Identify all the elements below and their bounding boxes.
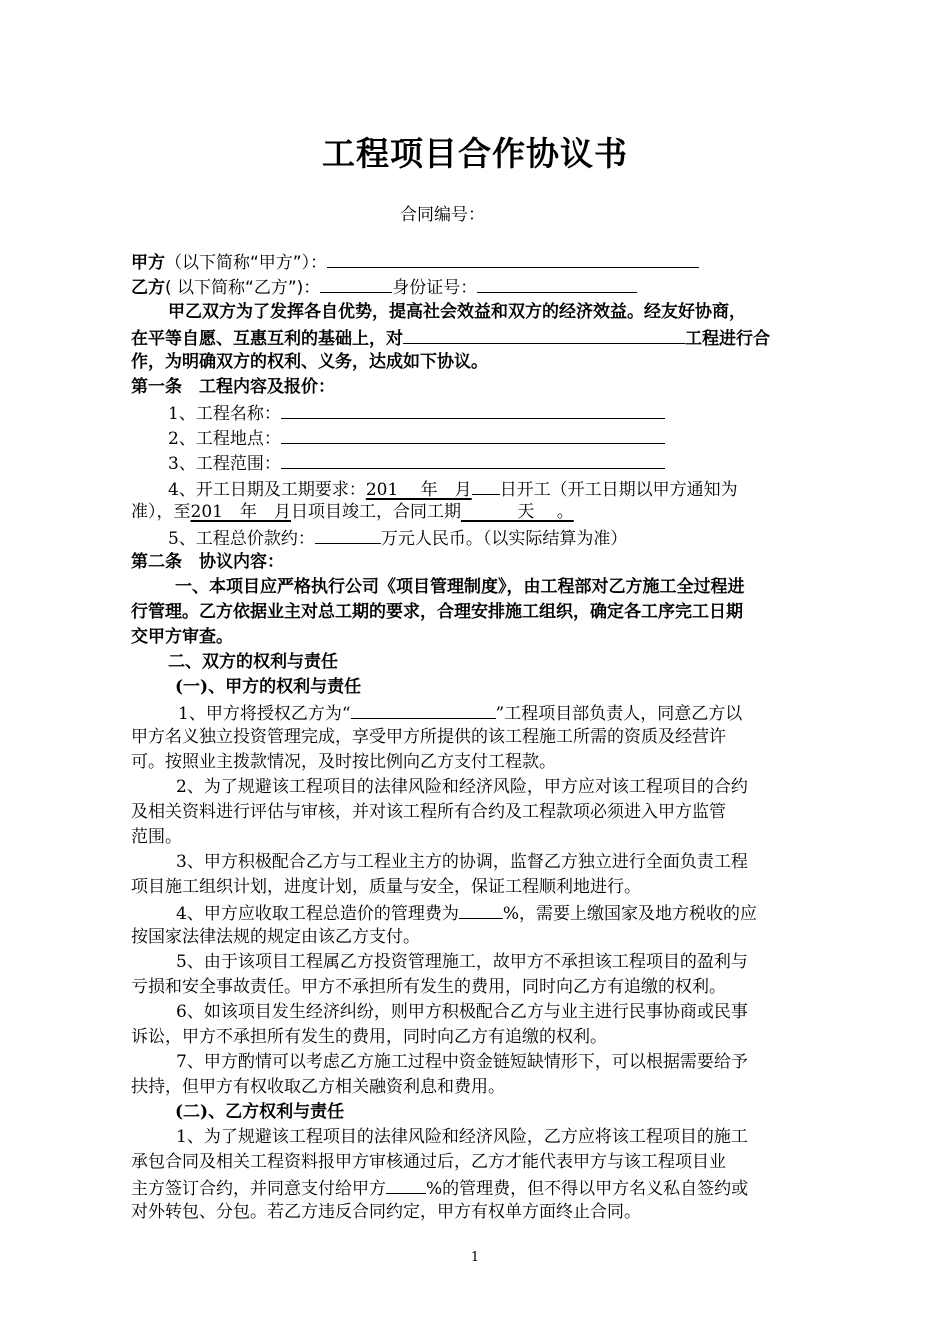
contract-number-label: 合同编号： bbox=[400, 205, 485, 225]
party-b-id-label: 身份证号： bbox=[392, 278, 478, 298]
a6-line-1: 6、如该项目发生经济纠纷，则甲方积极配合乙方与业主进行民事协商或民事 bbox=[176, 1002, 748, 1022]
party-a-blank bbox=[327, 249, 699, 268]
page-number: 1 bbox=[470, 1250, 480, 1265]
document-title: 工程项目合作协议书 bbox=[322, 134, 628, 173]
clause-1-line-3: 交甲方审查。 bbox=[131, 627, 233, 647]
start-date-blank: 201 年 月 bbox=[365, 480, 472, 500]
project-name-blank bbox=[403, 325, 685, 344]
party-b-name-blank bbox=[320, 274, 392, 293]
item-4-text: 日开工（开工日期以甲方通知为 bbox=[499, 480, 738, 500]
a4-text-1: 4、甲方应收取工程总造价的管理费为 bbox=[176, 904, 459, 924]
item-2-label: 2、工程地点： bbox=[168, 429, 281, 449]
item-2-blank bbox=[281, 425, 665, 444]
a2-line-3: 范围。 bbox=[131, 827, 182, 847]
a3-line-2: 项目施工组织计划，进度计划，质量与安全，保证工程顺利地进行。 bbox=[131, 877, 641, 897]
management-fee-blank bbox=[459, 900, 503, 919]
item-5-label: 5、工程总价款约： bbox=[168, 529, 315, 549]
article-1-item-4-cont bbox=[131, 500, 811, 524]
end-date-blank: 201 年 月 bbox=[190, 502, 291, 522]
article-1-heading: 第一条 工程内容及报价： bbox=[131, 377, 335, 397]
clause-1-line-2: 行管理。乙方依据业主对总工期的要求，合理安排施工组织，确定各工序完工日期 bbox=[131, 602, 743, 622]
clause-1-line-1: 一、本项目应严格执行公司《项目管理制度》，由工程部对乙方施工全过程进 bbox=[175, 577, 745, 597]
a4-line-2: 按国家法律法规的规定由该乙方支付。 bbox=[131, 927, 420, 947]
party-b-label: 乙方 bbox=[131, 278, 165, 298]
party-b-rights-heading: (二)、乙方权利与责任 bbox=[175, 1102, 345, 1122]
item-4-label: 4、开工日期及工期要求： bbox=[168, 480, 366, 500]
article-1-item-5 bbox=[168, 525, 848, 551]
intro-line-1: 甲乙双方为了发挥各自优势，提高社会效益和双方的经济效益。经友好协商， bbox=[168, 302, 746, 322]
item-1-label: 1、工程名称： bbox=[168, 404, 281, 424]
b1-text-1: 主方签订合约，并同意支付给甲方 bbox=[131, 1179, 386, 1199]
item-1-blank bbox=[281, 400, 665, 419]
article-1-item-4 bbox=[168, 476, 848, 502]
item-3-blank bbox=[281, 450, 665, 469]
a4-line-1 bbox=[176, 900, 856, 926]
b1-line-4: 对外转包、分包。若乙方违反合同约定，甲方有权单方面终止合同。 bbox=[131, 1202, 641, 1222]
a5-line-2: 亏损和安全事故责任。甲方不承担所有发生的费用，同时向乙方有追缴的权利。 bbox=[131, 977, 726, 997]
a2-line-1: 2、为了规避该工程项目的法律风险和经济风险，甲方应对该工程项目的合约 bbox=[176, 777, 748, 797]
party-a-line bbox=[131, 249, 811, 275]
item-3-label: 3、工程范围： bbox=[168, 454, 281, 474]
article-1-item-2 bbox=[168, 425, 848, 451]
a3-line-1: 3、甲方积极配合乙方与工程业主方的协调，监督乙方独立进行全面负责工程 bbox=[176, 852, 748, 872]
b1-line-1: 1、为了规避该工程项目的法律风险和经济风险，乙方应将该工程项目的施工 bbox=[176, 1127, 748, 1147]
party-b-line bbox=[131, 274, 811, 300]
intro-line-2 bbox=[131, 325, 811, 351]
a1-text-2: ”工程项目部负责人，同意乙方以 bbox=[495, 704, 743, 724]
a2-line-2: 及相关资料进行评估与审核，并对该工程所有合约及工程款项必须进入甲方监管 bbox=[131, 802, 726, 822]
total-price-blank bbox=[315, 525, 381, 544]
intro-line-3: 作，为明确双方的权利、义务，达成如下协议。 bbox=[131, 352, 488, 372]
duration-days-blank: 天 。 bbox=[460, 502, 574, 522]
b1-line-3 bbox=[131, 1175, 811, 1201]
a7-line-2: 扶持，但甲方有权收取乙方相关融资利息和费用。 bbox=[131, 1077, 505, 1097]
party-a-rights-heading: (一)、甲方的权利与责任 bbox=[175, 677, 362, 697]
article-2-heading: 第二条 协议内容： bbox=[131, 552, 284, 572]
article-1-item-3 bbox=[168, 450, 848, 476]
project-manager-blank bbox=[351, 700, 496, 719]
party-a-desc: （以下简称“甲方”）： bbox=[165, 253, 328, 273]
article-1-item-1 bbox=[168, 400, 848, 426]
a4-text-2: %，需要上缴国家及地方税收的应 bbox=[502, 904, 757, 924]
intro-line-2a: 在平等自愿、互惠互利的基础上，对 bbox=[131, 329, 403, 349]
a5-line-1: 5、由于该项目工程属乙方投资管理施工，故甲方不承担该工程项目的盈利与 bbox=[176, 952, 748, 972]
a6-line-2: 诉讼，甲方不承担所有发生的费用，同时向乙方有追缴的权利。 bbox=[131, 1027, 607, 1047]
clause-2-heading: 二、双方的权利与责任 bbox=[168, 652, 338, 672]
a1-line-2: 甲方名义独立投资管理完成，享受甲方所提供的该工程施工所需的资质及经营许 bbox=[131, 727, 726, 747]
item-4-text-2: 准），至 bbox=[131, 502, 191, 522]
party-b-fee-blank bbox=[386, 1175, 426, 1194]
a1-line-1 bbox=[178, 700, 858, 726]
intro-line-2b: 工程进行合 bbox=[685, 329, 770, 349]
b1-text-2: %的管理费，但不得以甲方名义私自签约或 bbox=[426, 1179, 749, 1199]
a1-text-1: 1、甲方将授权乙方为“ bbox=[178, 704, 351, 724]
start-day-blank bbox=[472, 476, 500, 495]
party-b-desc: ( 以下简称“乙方”)： bbox=[165, 278, 321, 298]
party-b-id-blank bbox=[477, 274, 637, 293]
party-a-label: 甲方 bbox=[131, 253, 165, 273]
item-5-text: 万元人民币。（以实际结算为准） bbox=[380, 529, 628, 549]
a7-line-1: 7、甲方酌情可以考虑乙方施工过程中资金链短缺情形下，可以根据需要给予 bbox=[176, 1052, 748, 1072]
b1-line-2: 承包合同及相关工程资料报甲方审核通过后，乙方才能代表甲方与该工程项目业 bbox=[131, 1152, 726, 1172]
a1-line-3: 可。按照业主拨款情况，及时按比例向乙方支付工程款。 bbox=[131, 752, 556, 772]
item-4-text-3: 日项目竣工，合同工期 bbox=[290, 502, 461, 522]
